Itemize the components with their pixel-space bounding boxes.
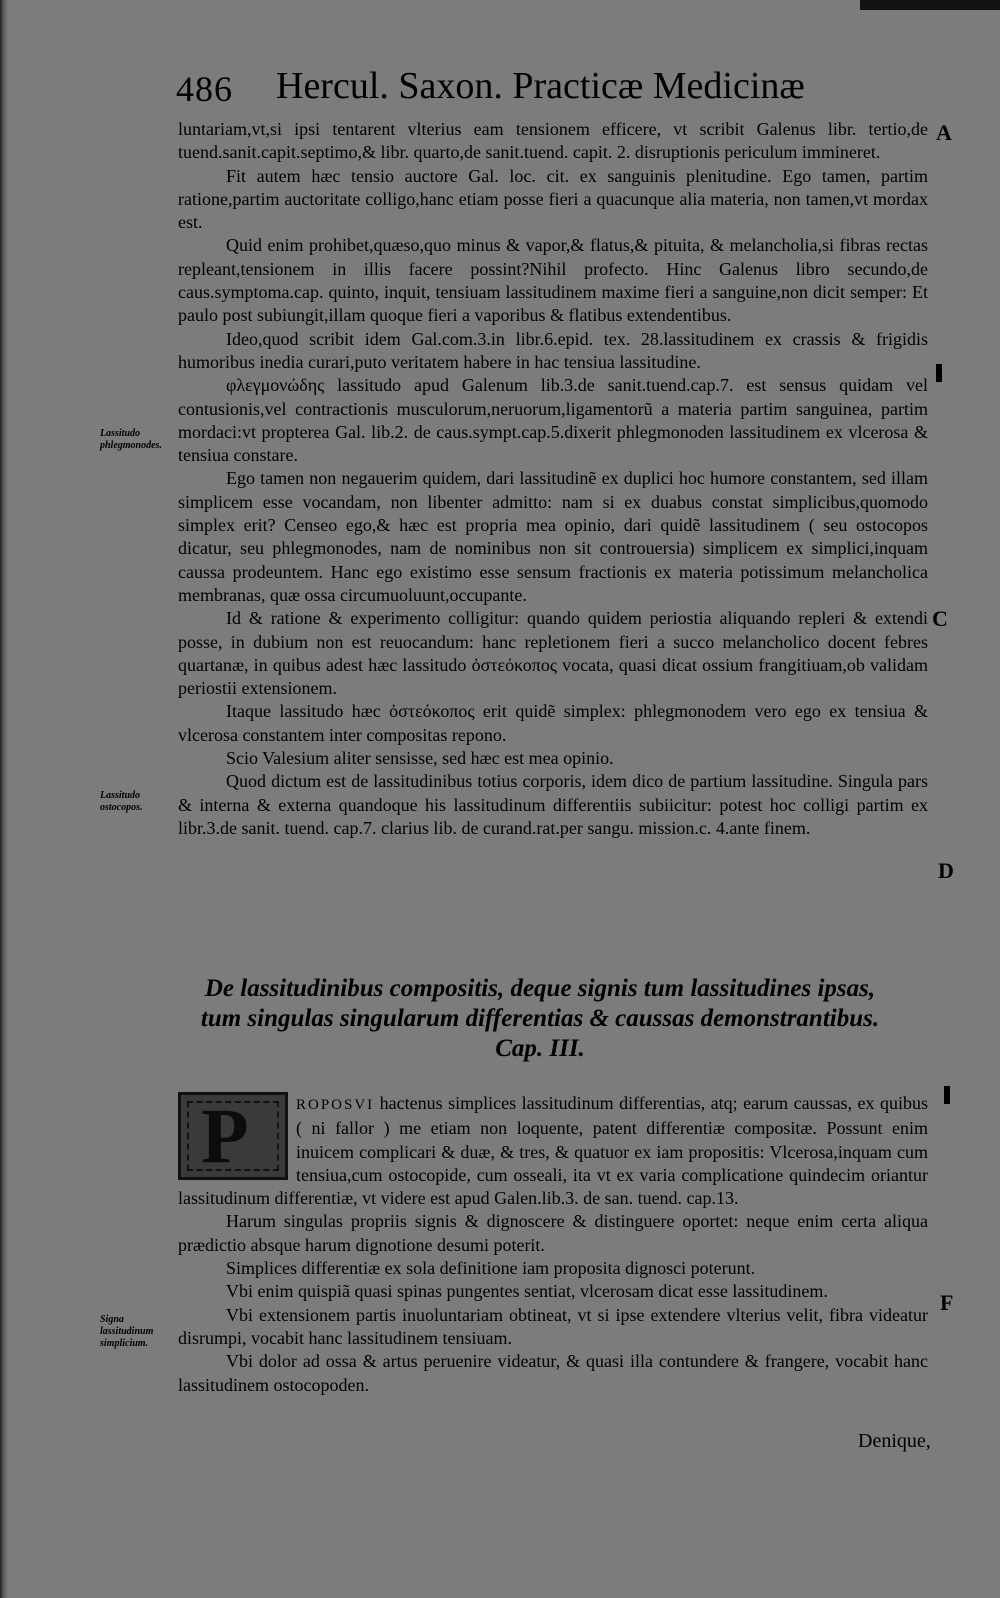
paragraph: Ego tamen non negauerim quidem, dari lassitudinẽ ex duplici hoc humore constantem, sed illam simplicem esse vocandam, non libenter admitto: nam si ex duabus constat simplicibus,quomodo simplex erit? Censeo ego,& hæc est propria mea opinio, dari quidẽ lassitudinem ( seu ostocopos dicatur, seu phlegmonodes, nam de nominibus non sit controuersia) simplicem ex simplici,inquam caussa prodeuntem. Hanc ego existimo esse sensum fractionis ex materia potissimum melancholica membranas, quæ ossa circumuoluunt,occupante. xyxy=(178,468,928,605)
decorated-initial xyxy=(178,1092,288,1180)
binding-shadow xyxy=(0,0,8,1598)
ink-mark xyxy=(944,1086,950,1104)
paragraph: Fit autem hæc tensio auctore Gal. loc. cit. ex sanguinis plenitudine. Ego tamen, partim ratione,partim auctoritate colligo,hanc etiam posse fieri a quacunque alia materia, non tamen,vt mordax est. xyxy=(178,165,928,233)
section-letter-a: A xyxy=(936,120,952,145)
paragraph: Id & ratione & experimento colligitur: quando quidem periostia aliquando repleri & extendi posse, in dubium non est reuocandum: hanc repletionem fieri a succo melancholico docent febres quartanæ, in quibus adest hæc lassitudo ὀστεόκοπος vocata, quasi dicat ossium frangitiuam,ob validam periostii extensionem. xyxy=(178,608,928,699)
paragraph: Itaque lassitudo hæc ὀστεόκοπος erit quidẽ simplex: phlegmonodem vero ego ex tensiua & vlcerosa constantem inter compositas repono. xyxy=(178,701,928,745)
ink-mark xyxy=(936,364,942,382)
page-header xyxy=(176,64,836,110)
catchword: Denique, xyxy=(858,1430,931,1452)
paragraph: Quid enim prohibet,quæso,quo minus & vapor,& flatus,& pituita, & melancholia,si fibras rectas repleant,tensionem in illis facere possint?Nihil profecto. Hinc Galenus libro secundo,de caus.symptoma.cap. quinto, inquit, tensiuam lassitudinem maxime fieri a sanguine,non dicit semper: Et paulo post subiungit,illam quoque fieri a vaporibus & flatibus extendentibus. xyxy=(178,235,928,326)
paragraph xyxy=(178,1092,928,1210)
main-text xyxy=(178,118,928,840)
paragraph: φλεγμονώδης lassitudo apud Galenum lib.3.de sanit.tuend.cap.7. est sensus quidam vel contusionis,vel contractionis musculorum,neruorum,ligamentorũ a materia partim sanguinea, partim mordaci:vt propterea Gal. lib.2. de caus.sympt.cap.5.dixerit phlegmonoden lassitudinem ex vlcerosa & tensiua constare. xyxy=(178,375,928,466)
paragraph: luntariam,vt,si ipsi tentarent vlterius eam tensionem efficere, vt scribit Galenus libr. tertio,de tuend.sanit.capit.septimo,& libr. quarto,de sanit.tuend. capit. 2. disruptionis periculum immineret. xyxy=(178,119,928,163)
paragraph: Vbi enim quispiã quasi spinas pungentes sentiat, vlcerosam dicat esse lassitudinem. xyxy=(226,1281,828,1302)
paragraph: Scio Valesium aliter sensisse, sed hæc est mea opinio. xyxy=(226,748,614,769)
paragraph: Harum singulas propriis signis & dignoscere & distinguere oportet: neque enim certa aliqua prædictio absque harum dignotione desumi poterit. xyxy=(178,1211,928,1255)
corner-mark xyxy=(860,0,1000,10)
initial-letter: P xyxy=(201,1092,249,1179)
margin-note-ostocopos: Lassitudo ostocopos. xyxy=(100,790,143,813)
section-letter-d: D xyxy=(938,858,954,883)
margin-note-phlegmonodes: Lassitudo phlegmonodes. xyxy=(100,428,162,451)
chapter-heading: De lassitudinibus compositis, deque signis tum lassitudines ipsas, tum singulas singularum differentias & caussas demonstrantibus. Cap. III. xyxy=(200,975,880,1062)
chapter-text xyxy=(178,1092,928,1397)
paragraph-text: hactenus simplices lassitudinum differentias, atq; earum caussas, ex quibus ( ni fallor ) me etiam non loquente, patent differentiæ compositæ. Possunt enim inuicem complicari & duæ, & tres, & quatuor ex iam propositis: Vlcerosa,inquam cum tensiua,cum ostocopide, cum osseali, ita vt ex varia complicatione quindecim oriantur lassitudinum differentiæ, vt videre est apud Galen.lib.3. de san. tuend. cap.13. xyxy=(178,1093,929,1209)
paragraph: Vbi extensionem partis inuoluntariam obtineat, vt si ipse extendere vlterius velit, fibra videatur disrumpi, vocabit hanc lassitudinem tensiuam. xyxy=(178,1304,928,1348)
paragraph: Simplices differentiæ ex sola definitione iam proposita dignosci poterunt. xyxy=(226,1258,756,1279)
section-letter-f: F xyxy=(940,1290,954,1315)
smallcaps-opening: ROPOSVI xyxy=(296,1097,375,1113)
paragraph: Ideo,quod scribit idem Gal.com.3.in libr.6.epid. tex. 28.lassitudinem ex crassis & frigidis humoribus inedia curari,puto veritatem habere in hac tensiua lassitudine. xyxy=(178,328,928,372)
paragraph: Vbi dolor ad ossa & artus peruenire videatur, & quasi illa contundere & frangere, vocabit hanc lassitudinem ostocopoden. xyxy=(178,1351,928,1395)
running-title: Hercul. Saxon. Practicæ Medicinæ xyxy=(276,65,805,107)
section-letter-c: C xyxy=(932,606,948,631)
paragraph: Quod dictum est de lassitudinibus totius corporis, idem dico de partium lassitudine. Singula pars & interna & externa quandoque his lassitudinum differentiis subiicitur: potest hoc colligi partim ex libr.3.de sanit. tuend. cap.7. clarius lib. de curand.rat.per sangu. mission.c. 4.ante finem. xyxy=(178,771,928,838)
page-number: 486 xyxy=(176,69,233,109)
margin-note-signa: Signa lassitudinum simplicium. xyxy=(100,1314,154,1349)
